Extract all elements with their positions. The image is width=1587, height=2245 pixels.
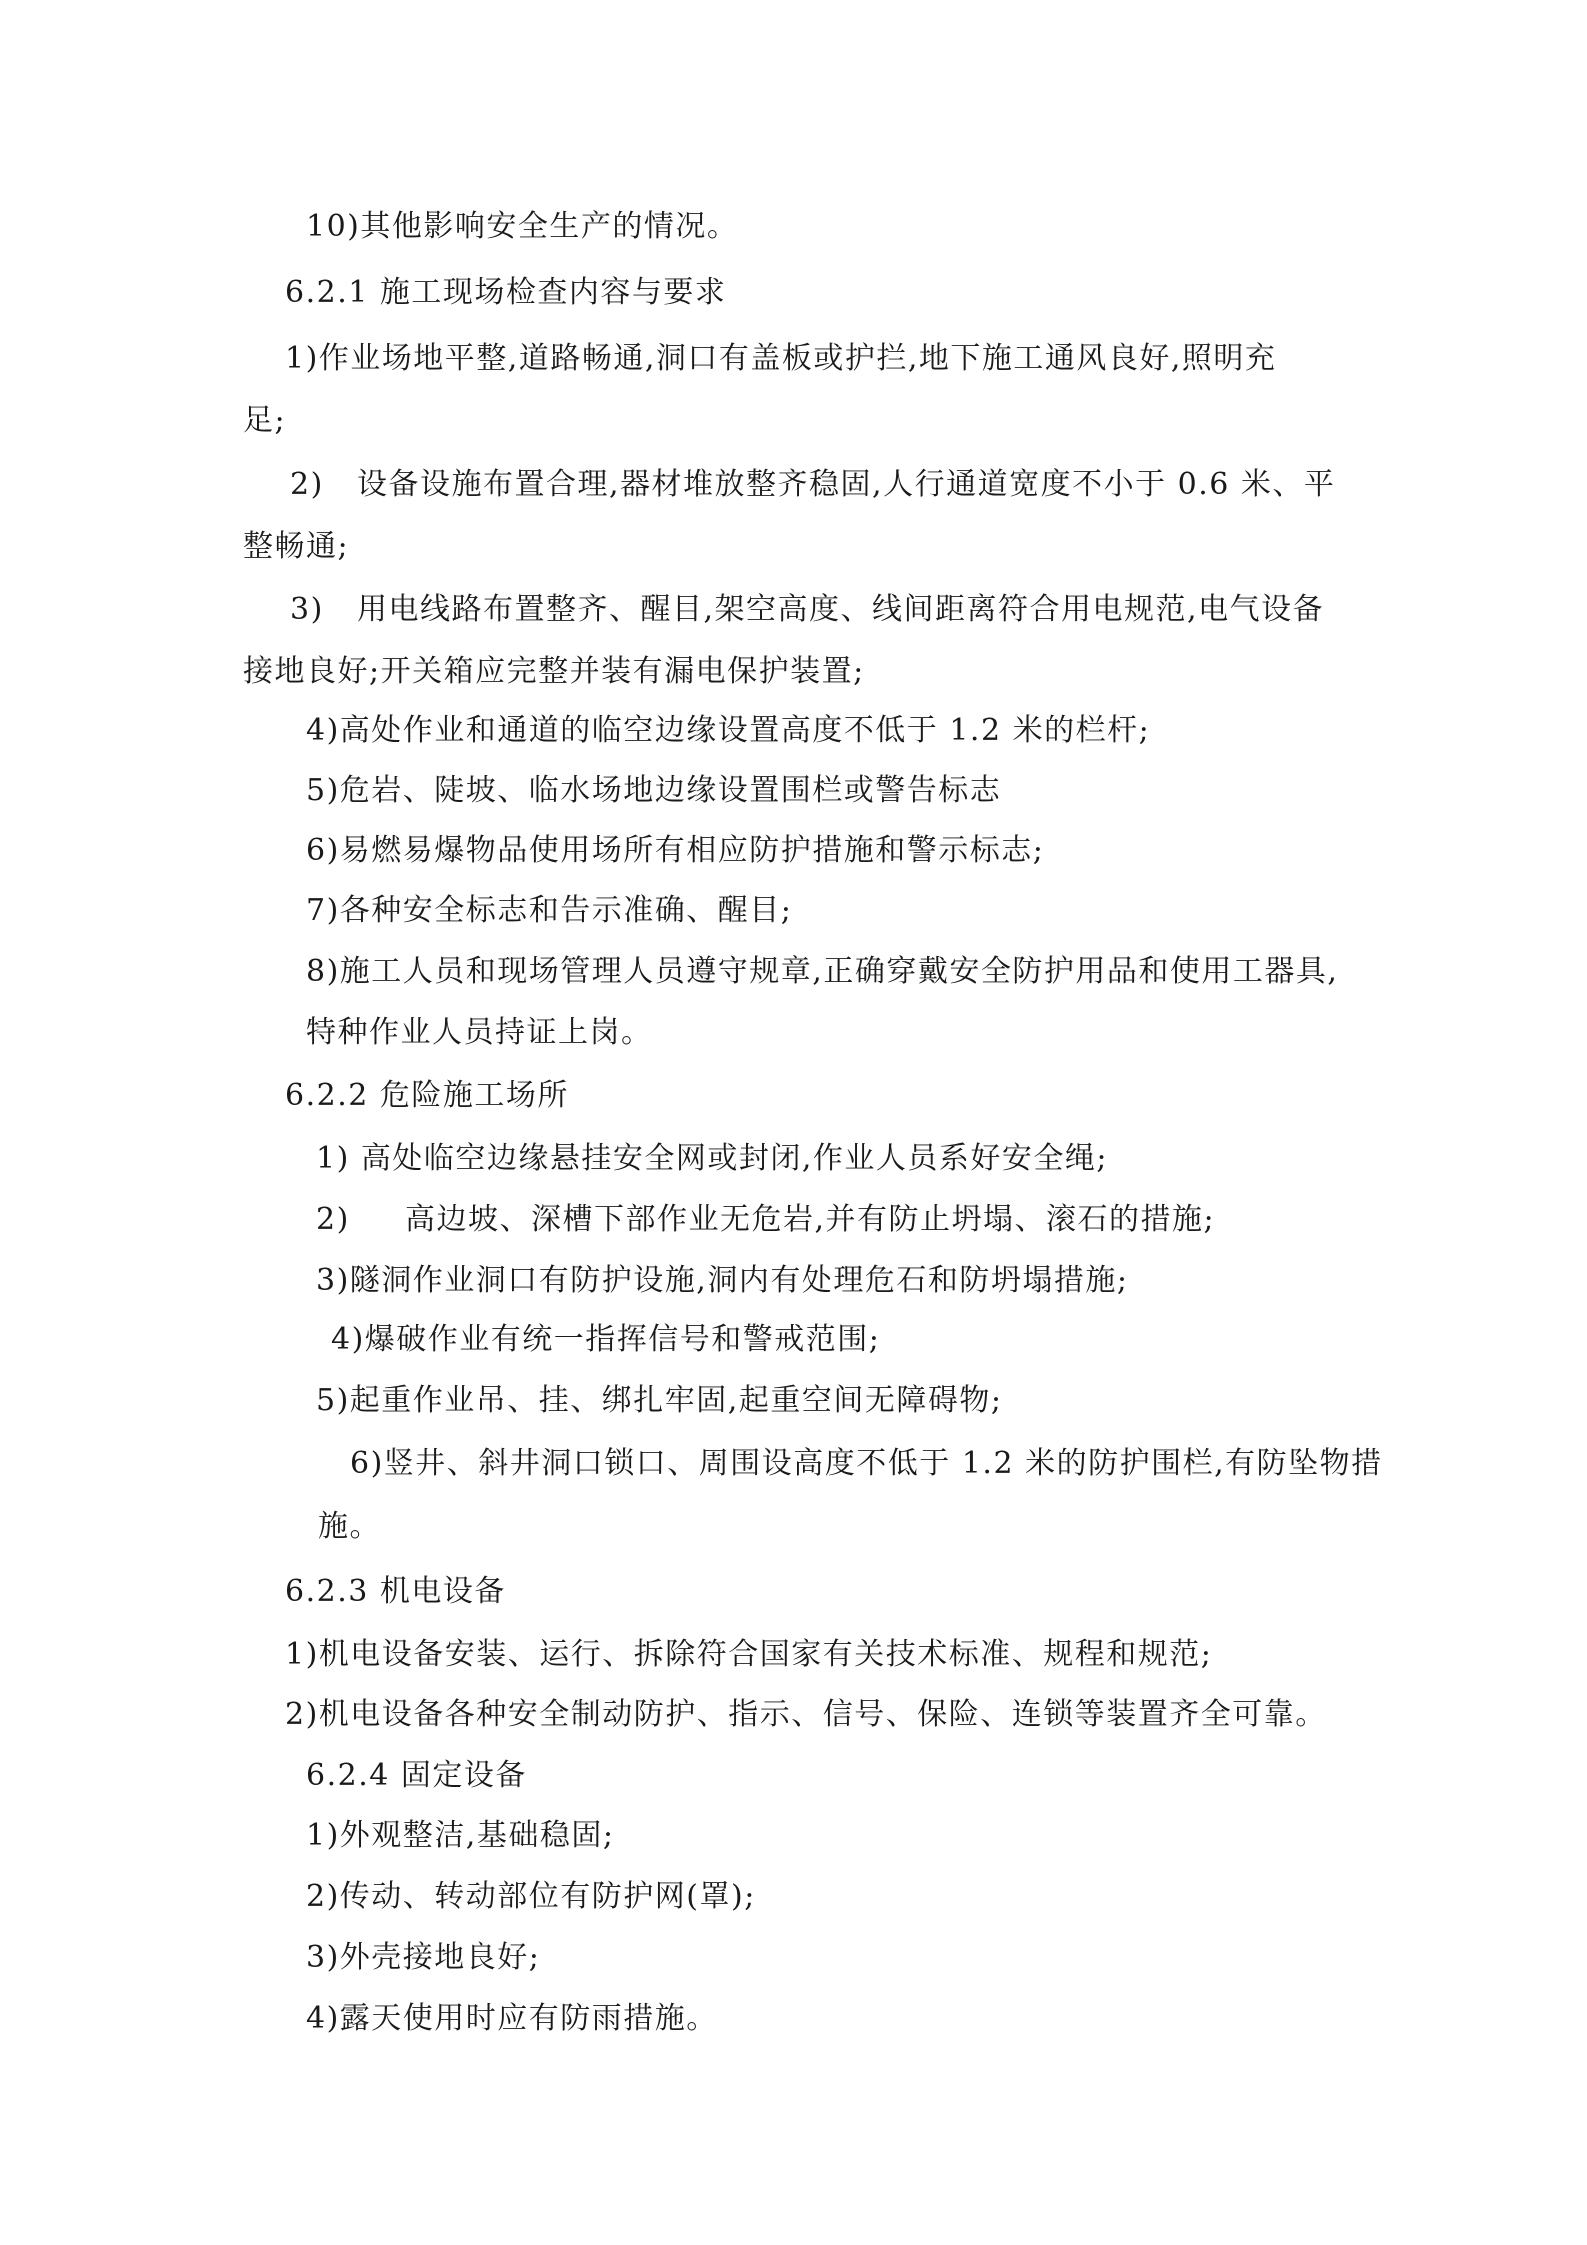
site-item-1-line-1: 1)作业场地平整,道路畅通,洞口有盖板或护拦,地下施工通风良好,照明充 [285, 341, 1277, 376]
site-item-5: 5)危岩、陡坡、临水场地边缘设置围栏或警告标志 [306, 773, 1002, 808]
danger-item-3: 3)隧洞作业洞口有防护设施,洞内有处理危石和防坍塌措施; [316, 1263, 1129, 1298]
site-item-1-line-2: 足; [243, 403, 287, 438]
site-item-8-line-2: 特种作业人员持证上岗。 [306, 1015, 653, 1050]
danger-item-2-number: 2) [316, 1202, 350, 1237]
site-item-3-number: 3) [290, 592, 324, 627]
site-item-2-line-2: 整畅通; [243, 529, 350, 564]
danger-item-6-line-2: 施。 [318, 1509, 381, 1544]
fixed-item-3: 3)外壳接地良好; [306, 1940, 541, 1975]
danger-item-6-line-1: 6)竖井、斜井洞口锁口、周围设高度不低于 1.2 米的防护围栏,有防坠物措 [350, 1446, 1383, 1481]
site-item-6: 6)易燃易爆物品使用场所有相应防护措施和警示标志; [306, 833, 1045, 868]
site-item-3-line-1: 用电线路布置整齐、醒目,架空高度、线间距离符合用电规范,电气设备 [357, 592, 1325, 627]
electro-item-1: 1)机电设备安装、运行、拆除符合国家有关技术标准、规程和规范; [285, 1637, 1213, 1672]
fixed-item-4: 4)露天使用时应有防雨措施。 [306, 2001, 718, 2036]
item-10-other-situations: 10)其他影响安全生产的情况。 [306, 209, 739, 244]
heading-6-2-3: 6.2.3 机电设备 [285, 1574, 506, 1609]
site-item-8-line-1: 8)施工人员和现场管理人员遵守规章,正确穿戴安全防护用品和使用工器具, [306, 954, 1339, 989]
heading-6-2-2: 6.2.2 危险施工场所 [285, 1078, 569, 1113]
site-item-4: 4)高处作业和通道的临空边缘设置高度不低于 1.2 米的栏杆; [306, 713, 1151, 748]
fixed-item-1: 1)外观整洁,基础稳固; [306, 1818, 615, 1853]
heading-6-2-4: 6.2.4 固定设备 [306, 1758, 527, 1793]
danger-item-4: 4)爆破作业有统一指挥信号和警戒范围; [331, 1322, 881, 1357]
site-item-7: 7)各种安全标志和告示准确、醒目; [306, 893, 793, 928]
danger-item-5: 5)起重作业吊、挂、绑扎牢固,起重空间无障碍物; [316, 1383, 1003, 1418]
danger-item-1: 1) 高处临空边缘悬挂安全网或封闭,作业人员系好安全绳; [316, 1141, 1108, 1176]
site-item-3-line-2: 接地良好;开关箱应完整并装有漏电保护装置; [243, 654, 865, 689]
fixed-item-2: 2)传动、转动部位有防护网(罩); [306, 1879, 756, 1914]
electro-item-2: 2)机电设备各种安全制动防护、指示、信号、保险、连锁等装置齐全可靠。 [285, 1697, 1327, 1732]
danger-item-2: 高边坡、深槽下部作业无危岩,并有防止坍塌、滚石的措施; [405, 1202, 1216, 1237]
site-item-2-line-1: 设备设施布置合理,器材堆放整齐稳固,人行通道宽度不小于 0.6 米、平 [357, 467, 1336, 502]
heading-6-2-1: 6.2.1 施工现场检查内容与要求 [285, 275, 727, 310]
site-item-2-number: 2) [290, 467, 324, 502]
